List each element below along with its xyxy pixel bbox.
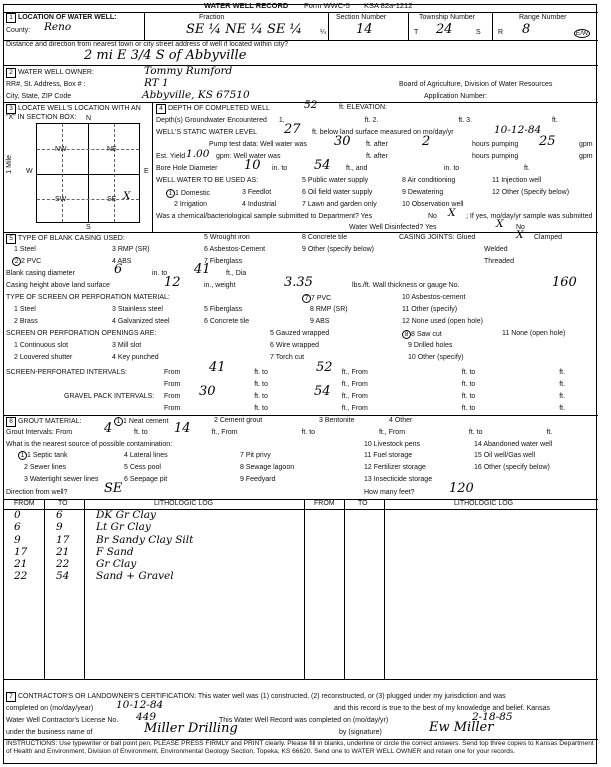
grid-se: SE: [107, 196, 117, 203]
use-public: 5 Public water supply: [302, 177, 369, 184]
bore-ft-value: 54: [314, 158, 331, 173]
casing-abs: 4 ABS: [112, 258, 132, 265]
grid-west: W: [26, 168, 33, 175]
joints-mark: X: [516, 229, 524, 241]
open-continuous: 1 Continuous slot: [14, 342, 69, 349]
open-none: 11 None (open hole): [502, 330, 566, 337]
height-in-label: in., weight: [204, 282, 236, 289]
contamination-label: What is the nearest source of possible contamination:: [6, 441, 173, 448]
distance-label: Distance and direction from nearest town or city street address of well if located within city?: [6, 41, 289, 48]
diameter-label: Blank casing diameter: [6, 270, 75, 277]
section-2-label: 2 WATER WELL OWNER:: [6, 68, 94, 78]
log-to-header-2: TO: [358, 500, 368, 507]
use-irrigation: 2 Irrigation: [174, 201, 208, 208]
business-label: under the business name of: [6, 729, 93, 736]
grout-bentonite: 3 Bentonite: [319, 417, 355, 424]
section-1-label: 1 LOCATION OF WATER WELL:: [6, 13, 116, 23]
section-grid: [36, 123, 140, 223]
screen-intervals-label: SCREEN-PERFORATED INTERVALS:: [6, 369, 127, 376]
section-6-label: 6 GROUT MATERIAL:: [6, 417, 81, 427]
static-level-value: 27: [284, 122, 301, 137]
pump-ft-value: 30: [334, 134, 351, 149]
completed-value: 10-12-84: [116, 699, 164, 711]
screen-stainless: 3 Stainless steel: [112, 306, 163, 313]
gp-row-1: From ft. to ft., From ft. to ft.: [164, 393, 566, 400]
open-mill: 3 Mill slot: [112, 342, 142, 349]
direction-label: Direction from well?: [6, 489, 68, 496]
diameter-tail: ft., Dia: [226, 270, 247, 277]
screen-rmp: 8 RMP (SR): [310, 306, 348, 313]
township-label: Township Number: [419, 14, 476, 21]
grid-north: N: [86, 115, 92, 122]
log-title: LITHOLOGIC LOG: [154, 500, 214, 507]
contam-feedyard: 9 Feedyard: [240, 476, 276, 483]
log-row-5-from: 21: [14, 558, 28, 570]
contam-cess: 5 Cess pool: [124, 464, 161, 471]
section-5-label: 5 TYPE OF BLANK CASING USED:: [6, 234, 125, 244]
bore-and-label: ft., and: [346, 165, 368, 172]
township-value: 24: [436, 22, 453, 37]
screen-brass: 2 Brass: [14, 318, 38, 325]
casing-wrought: 5 Wrought iron: [204, 234, 250, 241]
section-7-cert: 7 CONTRACTOR'S OR LANDOWNER'S CERTIFICATION: This water well was (1) constructed, (2) reconstructed, or (3) plugged under my jurisdiction and was: [6, 692, 506, 702]
contam-insecticide: 13 Insecticide storage: [364, 476, 433, 483]
height-value: 12: [164, 275, 181, 290]
feet-value: 120: [449, 481, 474, 496]
contam-sewer: 2 Sewer lines: [24, 464, 67, 471]
use-domestic: 1 1 Domestic: [166, 189, 210, 198]
screen-abs: 9 ABS: [310, 318, 330, 325]
instructions: INSTRUCTIONS: Use typewriter or ball point pen, PLEASE PRESS FIRMLY and PRINT clearly. Please fill in blanks, underline or circle the correct answers. Send top three copies to Kansas Department of Health and Environment, Division of Environment, Environmental Geology Section, Topeka, KS 66620. Send one to WATER WELL OWNER and retain one for your records.: [6, 740, 594, 755]
signature-label: by (signature): [339, 729, 382, 736]
use-label: WELL WATER TO BE USED AS:: [156, 177, 259, 184]
casing-steel: 1 Steel: [14, 246, 36, 253]
pump-after-label: ft. after: [366, 141, 388, 148]
disinfected-label: Water Well Disinfected? Yes: [349, 224, 437, 231]
chem-no-label: No: [428, 213, 437, 220]
completed-tail: and this record is true to the best of my knowledge and belief. Kansas: [334, 705, 550, 712]
contam-seepage: 6 Seepage pit: [124, 476, 168, 483]
log-row-6-to: 54: [56, 570, 70, 582]
joints-label: CASING JOINTS: Glued: [399, 234, 476, 241]
depth-value: 52: [304, 99, 318, 111]
sp-row-2: From ft. to ft., From ft. to ft.: [164, 381, 566, 388]
grout-intervals-label: Grout Intervals: From: [6, 429, 73, 436]
screen-pvc: 7 7 PVC: [302, 294, 331, 303]
gravel-intervals-label: GRAVEL PACK INTERVALS:: [64, 393, 155, 400]
contam-fuel: 11 Fuel storage: [364, 452, 413, 459]
form-number: Form WWC-5: [304, 1, 350, 10]
direction-value: SE: [104, 481, 123, 496]
open-gauzed: 5 Gauzed wrapped: [270, 330, 330, 337]
casing-pvc: 2 2 PVC: [12, 257, 41, 266]
log-from-header: FROM: [14, 500, 35, 507]
use-other: 12 Other (Specify below): [492, 189, 570, 196]
screen-steel: 1 Steel: [14, 306, 36, 313]
joints-welded: Welded: [484, 246, 508, 253]
contam-privy: 7 Pit privy: [240, 452, 271, 459]
open-drilled: 9 Drilled holes: [408, 342, 453, 349]
water-well-record-form: [3, 1, 597, 764]
record-date: 2-18-85: [472, 711, 513, 723]
open-saw: 8 8 Saw cut: [402, 330, 442, 339]
screen-type-label: TYPE OF SCREEN OR PERFORATION MATERIAL:: [6, 294, 170, 301]
yield-gpm-label-2: gpm: [579, 153, 593, 160]
statute: KSA 82a-1212: [364, 1, 413, 10]
weight-value: 3.35: [284, 275, 313, 290]
open-key: 4 Key punched: [112, 354, 159, 361]
section-number-label: Section Number: [336, 14, 387, 21]
joints-clamped: Clamped: [534, 234, 563, 241]
casing-asbestos: 6 Asbestos-Cement: [204, 246, 266, 253]
grout-other: 4 Other: [389, 417, 413, 424]
disinfected-mark: X: [496, 218, 504, 230]
record-label: This Water Well Record was completed on (mo/day/yr): [219, 717, 389, 724]
casing-rmp: 3 RMP (SR): [112, 246, 150, 253]
sp-to-value: 52: [316, 360, 333, 375]
contam-septic: 1 1 Septic tank: [18, 451, 67, 460]
range-ew: E/W: [575, 30, 589, 37]
diameter-value: 6: [114, 262, 123, 277]
log-to-header: TO: [58, 500, 68, 507]
log-row-4-desc: F Sand: [96, 546, 134, 558]
use-oilfield: 6 Oil field water supply: [302, 189, 373, 196]
log-row-1-from: 0: [14, 509, 21, 521]
yield-after-label: ft. after: [366, 153, 388, 160]
chem-question: Was a chemical/bacteriological sample submitted to Department? Yes: [156, 213, 373, 220]
use-industrial: 4 Industrial: [242, 201, 277, 208]
use-injection: 11 Injection well: [492, 177, 542, 184]
license-label: Water Well Contractor's License No.: [6, 717, 119, 724]
screen-galvanized: 4 Galvanized steel: [112, 318, 170, 325]
bore-end-label: ft.: [524, 165, 530, 172]
log-row-3-desc: Br Sandy Clay Silt: [96, 534, 194, 546]
depth-label: 4 DEPTH OF COMPLETED WELL: [156, 104, 270, 114]
grid-east: E: [144, 168, 149, 175]
grout-neat: 1 1 Neat cement: [114, 417, 169, 426]
sp-row-1: From ft. to ft., From ft. to ft.: [164, 369, 566, 376]
contam-other: 16 Other (specify below): [474, 464, 550, 471]
log-row-3-from: 9: [14, 534, 21, 546]
disinfected-no: No: [516, 224, 525, 231]
static-level-text: ft. below land surface measured on mo/day/yr: [312, 129, 454, 136]
license-value: 449: [136, 711, 157, 723]
grout-cement: 2 Cement grout: [214, 417, 263, 424]
log-row-4-from: 17: [14, 546, 28, 558]
use-lawn: 7 Lawn and garden only: [302, 201, 377, 208]
diameter-in-label: in. to: [152, 270, 168, 277]
static-level-label: WELL'S STATIC WATER LEVEL: [156, 129, 258, 136]
business-value: Miller Drilling: [144, 721, 238, 736]
screen-asbestos: 10 Asbestos-cement: [402, 294, 466, 301]
contam-lagoon: 8 Sewage lagoon: [240, 464, 295, 471]
mile-label: 1 Mile: [6, 155, 13, 174]
use-air: 8 Air conditioning: [402, 177, 456, 184]
contam-livestock: 10 Livestock pens: [364, 441, 421, 448]
log-row-2-to: 9: [56, 521, 63, 533]
bore-label: Bore Hole Diameter: [156, 165, 218, 172]
gp-row-2: From ft. to ft., From ft. to ft.: [164, 405, 566, 412]
screen-concrete: 6 Concrete tile: [204, 318, 250, 325]
height-label: Casing height above land surface: [6, 282, 110, 289]
feet-label: How many feet?: [364, 489, 415, 496]
range-value: 8: [522, 22, 531, 37]
grout-to-label: ft. to ft., From ft. to ft., From ft. to ft.: [134, 429, 553, 436]
log-row-2-desc: Lt Gr Clay: [96, 521, 151, 533]
casing-concrete: 8 Concrete tile: [302, 234, 348, 241]
diameter-ft-value: 41: [194, 262, 211, 277]
yield-value: 1.00: [186, 148, 210, 160]
log-row-1-desc: DK Gr Clay: [96, 509, 156, 521]
pump-gpm-label: gpm: [579, 141, 593, 148]
contam-fertilizer: 12 Fertilizer storage: [364, 464, 426, 471]
grout-from-value: 4: [104, 421, 113, 436]
log-title-2: LITHOLOGIC LOG: [454, 500, 514, 507]
log-row-5-desc: Gr Clay: [96, 558, 137, 570]
completed-label: completed on (mo/day/year): [6, 705, 94, 712]
pump-test-label: Pump test data: Well water was: [209, 141, 307, 148]
grout-to-value: 14: [174, 421, 191, 436]
use-dewatering: 9 Dewatering: [402, 189, 444, 196]
use-feedlot: 3 Feedlot: [242, 189, 272, 196]
chem-no-mark: X: [448, 207, 456, 219]
bore-value: 10: [244, 158, 261, 173]
application-label: Application Number:: [424, 93, 488, 100]
distance-value: 2 mi E 3/4 S of Abbyville: [84, 48, 247, 63]
casing-other: 9 Other (specify below): [302, 246, 374, 253]
open-other: 10 Other (specify): [408, 354, 464, 361]
open-torch: 7 Torch cut: [270, 354, 305, 361]
wall-label: lbs./ft. Wall thickness or gauge No.: [352, 282, 460, 289]
section-3-label: 3 LOCATE WELL'S LOCATION WITH AN "X" IN SECTION BOX:: [6, 105, 141, 121]
screen-other: 11 Other (specify): [402, 306, 458, 313]
fraction-label: Fraction: [199, 14, 225, 21]
log-row-4-to: 21: [56, 546, 70, 558]
static-level-date: 10-12-84: [494, 124, 542, 136]
gp-from-value: 30: [199, 384, 216, 399]
pump-gpm-value: 25: [539, 134, 556, 149]
contam-lateral: 4 Lateral lines: [124, 452, 168, 459]
open-wire: 6 Wire wrapped: [270, 342, 320, 349]
use-observation: 10 Observation well: [402, 201, 464, 208]
log-row-2-from: 6: [14, 521, 21, 533]
range-label: Range Number: [519, 14, 567, 21]
log-row-1-to: 6: [56, 509, 63, 521]
township-s: S: [476, 29, 481, 36]
grid-south: S: [86, 224, 91, 231]
open-louvered: 2 Louvered shutter: [14, 354, 73, 361]
joints-threaded: Threaded: [484, 258, 514, 265]
township-t: T: [414, 29, 419, 36]
pump-hours-value: 2: [422, 134, 431, 149]
openings-label: SCREEN OR PERFORATION OPENINGS ARE:: [6, 330, 157, 337]
contam-abandoned: 14 Abandoned water well: [474, 441, 553, 448]
grid-ne: NE: [107, 146, 117, 153]
chem-tail: ; If yes, mo/day/yr sample was submitted: [466, 213, 593, 220]
owner-value: Tommy Rumford: [144, 65, 233, 77]
log-row-3-to: 17: [56, 534, 70, 546]
range-r: R: [498, 29, 504, 36]
board-text: Board of Agriculture, Division of Water Resources: [399, 81, 553, 88]
city-value: Abbyville, KS 67510: [142, 89, 250, 101]
log-row-5-to: 22: [56, 558, 70, 570]
grid-nw: NW: [55, 146, 67, 153]
bore-in-label: in. to: [272, 165, 288, 172]
address-label: RR#, St. Address, Box # :: [6, 81, 86, 88]
address-value: RT 1: [144, 77, 169, 89]
county-value: Reno: [44, 21, 72, 33]
fraction-quarter-mark: ¼: [320, 29, 326, 36]
yield-hours-label: hours pumping: [472, 153, 519, 160]
screen-fiberglass: 5 Fiberglass: [204, 306, 243, 313]
yield-label: Est. Yield: [156, 153, 186, 160]
gauge-value: 160: [552, 275, 577, 290]
groundwater-label: Depth(s) Groundwater Encountered 1. ft. 2. ft. 3. ft.: [156, 117, 558, 124]
contam-oilgas: 15 Oil well/Gas well: [474, 452, 536, 459]
elevation-label: ft. ELEVATION:: [339, 104, 387, 111]
log-from-header-2: FROM: [314, 500, 335, 507]
screen-none: 12 None used (open hole): [402, 318, 483, 325]
contam-watertight: 3 Watertight sewer lines: [24, 476, 99, 483]
casing-fiberglass: 7 Fiberglass: [204, 258, 243, 265]
log-row-6-from: 22: [14, 570, 28, 582]
section-number-value: 14: [356, 22, 373, 37]
pump-hours-label: hours pumping: [472, 141, 519, 148]
city-label: City, State, ZIP Code: [6, 93, 72, 100]
log-row-6-desc: Sand + Gravel: [96, 570, 174, 582]
sp-from-value: 41: [209, 360, 226, 375]
form-title: WATER WELL RECORD: [204, 1, 289, 10]
grid-sw: SW: [55, 196, 67, 203]
bore-in-label-2: in. to: [444, 165, 460, 172]
gp-to-value: 54: [314, 384, 331, 399]
fraction-value: SE ¼ NE ¼ SE ¼: [186, 22, 303, 37]
yield-gpm-label: gpm: Well water was: [216, 153, 281, 160]
signature-value: Ew Miller: [429, 720, 494, 735]
county-label: County:: [6, 27, 31, 34]
grid-mark-x: X: [123, 190, 131, 202]
